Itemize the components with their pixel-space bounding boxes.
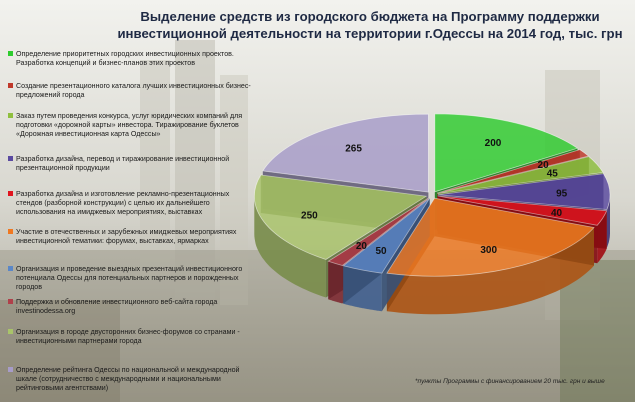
data-label: 20 — [537, 160, 549, 172]
data-label: 45 — [546, 168, 558, 180]
data-label: 20 — [355, 241, 367, 253]
data-label: 200 — [484, 138, 502, 150]
legend-label: Разработка дизайна и изготовление рекламно-презентационных стендов (разборной конструкции) с целью их дальнейшего использования на имиджевых мероприятиях, выставках — [16, 190, 230, 216]
data-label: 265 — [345, 143, 362, 155]
legend-label: Заказ путем проведения конкурса, услуг юридических компаний для подготовки «дорожной карты» инвестора. Тиражирование буклетов «Дорожная инвестиционная карта Одессы» — [16, 112, 243, 138]
footnote: *пункты Программы с финансированием 20 тыс. грн и выше — [415, 378, 605, 385]
legend-label: Организация и проведение выездных презентаций инвестиционного потенциала Одессы для потенциальных партнеров и порожденных городов — [16, 265, 243, 291]
chart-title: Выделение средств из городского бюджета на Программу поддержки инвестиционной деятельности на территории г.Одессы на 2014 год, тыс. грн — [117, 9, 623, 41]
legend-label: Поддержка и обновление инвестиционного веб-сайта города investinodessa.org — [16, 298, 218, 315]
data-label: 40 — [550, 207, 563, 219]
legend-label: Участие в отечественных и зарубежных имиджевых мероприятиях инвестиционной тематики: форумах, выставках, ярмарках — [16, 228, 237, 245]
data-label: 250 — [301, 210, 318, 222]
data-label: 50 — [375, 246, 387, 257]
legend-label: Организация в городе двусторонних бизнес-форумов со странами - инвестиционными партнерами города — [16, 328, 240, 345]
legend-label: Создание презентационного каталога лучших инвестиционных бизнес-предложений города — [16, 82, 251, 99]
legend-label: Разработка дизайна, перевод и тиражирование инвестиционной презентационной продукции — [16, 155, 230, 172]
legend-label: Определение приоритетных городских инвестиционных проектов. Разработка концепций и бизнес-планов этих проектов — [16, 50, 234, 67]
data-label: 300 — [480, 244, 498, 256]
data-label: 95 — [556, 188, 568, 200]
legend-label: Определение рейтинга Одессы по национальной и международной шкале (сотрудничество с международными и национальными рейтинговыми агентствами) — [16, 366, 240, 392]
